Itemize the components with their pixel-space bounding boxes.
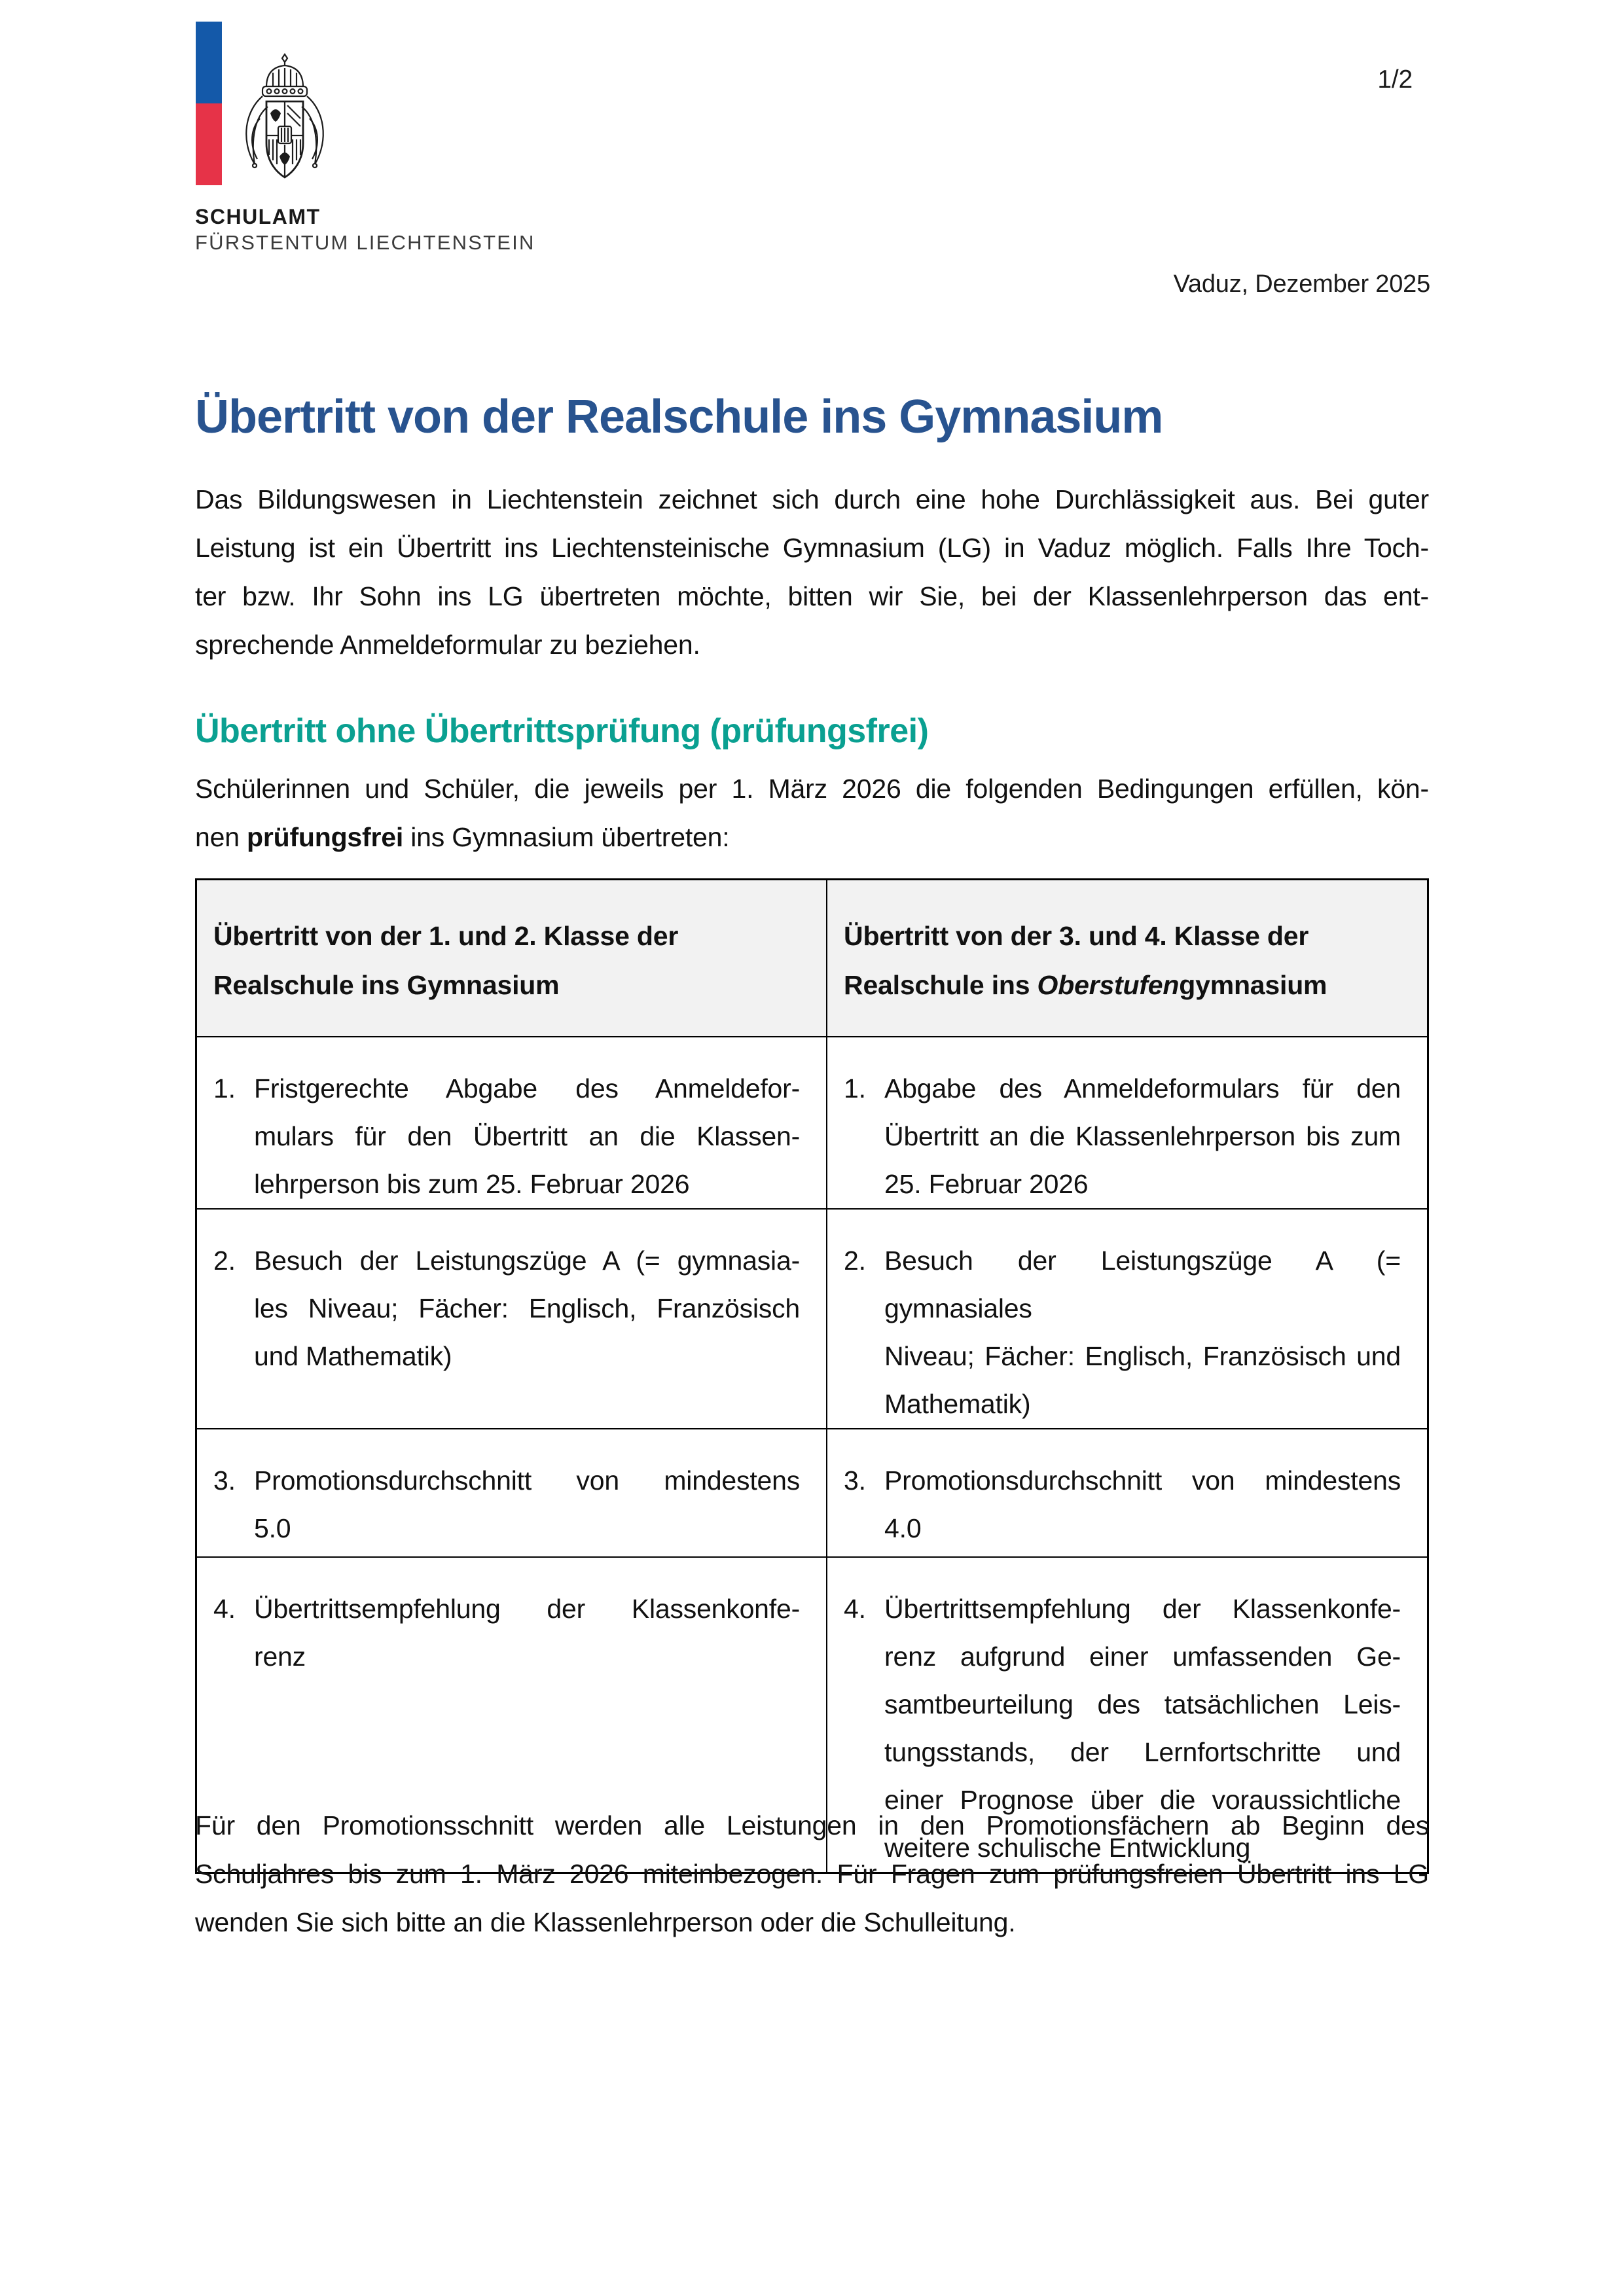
- table-header-row: [196, 880, 1428, 1037]
- table-cell: [196, 1429, 827, 1557]
- table-row: [196, 1209, 1428, 1429]
- item-text: Übertrittsempfehlung der Klassenkonfe- renz: [254, 1594, 801, 1672]
- table-header-left: Übertritt von der 1. und 2. Klasse der Realschule ins Gymnasium: [196, 880, 827, 1037]
- table-row: [196, 1037, 1428, 1209]
- item-text: Fristgerechte Abgabe des Anmeldefor- mulars für den Übertritt an die Klassen- lehrperson bis zum 25. Februar 2026: [254, 1073, 801, 1199]
- table-cell: [827, 1429, 1428, 1557]
- table-header-right: Übertritt von der 3. und 4. Klasse der Realschule ins Oberstufengymnasium: [827, 880, 1428, 1037]
- table-cell: [827, 1209, 1428, 1429]
- closing-paragraph: Für den Promotionsschnitt werden alle Leistungen in den Promotionsfächern ab Beginn des Schuljahres bis zum 1. März 2026 miteinbezogen. Für Fragen zum prüfungsfreien Übertritt ins LG wenden Sie sich bitte an die Klassenlehrperson oder die Schulleitung.: [195, 1810, 1429, 1937]
- table-cell: [827, 1037, 1428, 1209]
- item-number: 4.: [213, 1594, 236, 1624]
- item-text: Besuch der Leistungszüge A (= gymnasiales Niveau; Fächer: Englisch, Französisch und Mathematik): [884, 1246, 1401, 1419]
- schulamt-logo: [196, 22, 346, 192]
- conditions-table: [195, 878, 1429, 1874]
- document-title: Übertritt von der Realschule ins Gymnasium: [195, 391, 1163, 444]
- table-cell: [196, 1209, 827, 1429]
- org-name: SCHULAMT: [195, 205, 321, 228]
- item-number: 4.: [844, 1594, 866, 1624]
- item-number: 3.: [844, 1465, 866, 1496]
- item-number: 1.: [844, 1073, 866, 1103]
- coat-of-arms-icon: [232, 53, 337, 190]
- org-subtitle: FÜRSTENTUM LIECHTENSTEIN: [195, 231, 535, 254]
- flag-bar-icon: [196, 22, 222, 185]
- item-text: Promotionsdurchschnitt von mindestens 4.0: [884, 1465, 1401, 1543]
- intro-paragraph: Das Bildungswesen in Liechtenstein zeichnet sich durch eine hohe Durchlässigkeit aus. Bei guter Leistung ist ein Übertritt ins Liechtensteinische Gymnasium (LG) in Vaduz möglich. Falls Ihre Toch- ter bzw. Ihr Sohn ins LG übertreten möchte, bitten wir Sie, bei der Klassenlehrperson das ent- sprechende Anmeldeformular zu beziehen.: [195, 484, 1429, 660]
- item-number: 3.: [213, 1465, 236, 1496]
- dateline: Vaduz, Dezember 2025: [1173, 270, 1430, 298]
- item-number: 2.: [213, 1246, 236, 1276]
- item-number: 1.: [213, 1073, 236, 1103]
- item-text: Besuch der Leistungszüge A (= gymnasia- les Niveau; Fächer: Englisch, Französisch und Mathematik): [254, 1246, 801, 1371]
- item-number: 2.: [844, 1246, 866, 1276]
- flag-bar-blue: [196, 22, 222, 103]
- table-row: [196, 1429, 1428, 1557]
- item-text: Übertrittsempfehlung der Klassenkonfe- renz aufgrund einer umfassenden Ge- samtbeurteilung des tatsächlichen Leis- tungsstands, der Lernfortschritte und einer Prognose über die voraussichtliche weitere schulische Entwicklung: [884, 1594, 1401, 1863]
- flag-bar-red: [196, 103, 222, 185]
- page-number: 1/2: [1377, 65, 1413, 94]
- org-block: [195, 204, 535, 255]
- section-heading: Übertritt ohne Übertrittsprüfung (prüfungsfrei): [195, 712, 929, 751]
- item-text: Abgabe des Anmeldeformulars für den Übertritt an die Klassenlehrperson bis zum 25. Februar 2026: [884, 1073, 1401, 1199]
- table-cell: [196, 1037, 827, 1209]
- section-intro-paragraph: Schülerinnen und Schüler, die jeweils per 1. März 2026 die folgenden Bedingungen erfüllen, kön- nen prüfungsfrei ins Gymnasium übertreten:: [195, 774, 1429, 852]
- item-text: Promotionsdurchschnitt von mindestens 5.0: [254, 1465, 801, 1543]
